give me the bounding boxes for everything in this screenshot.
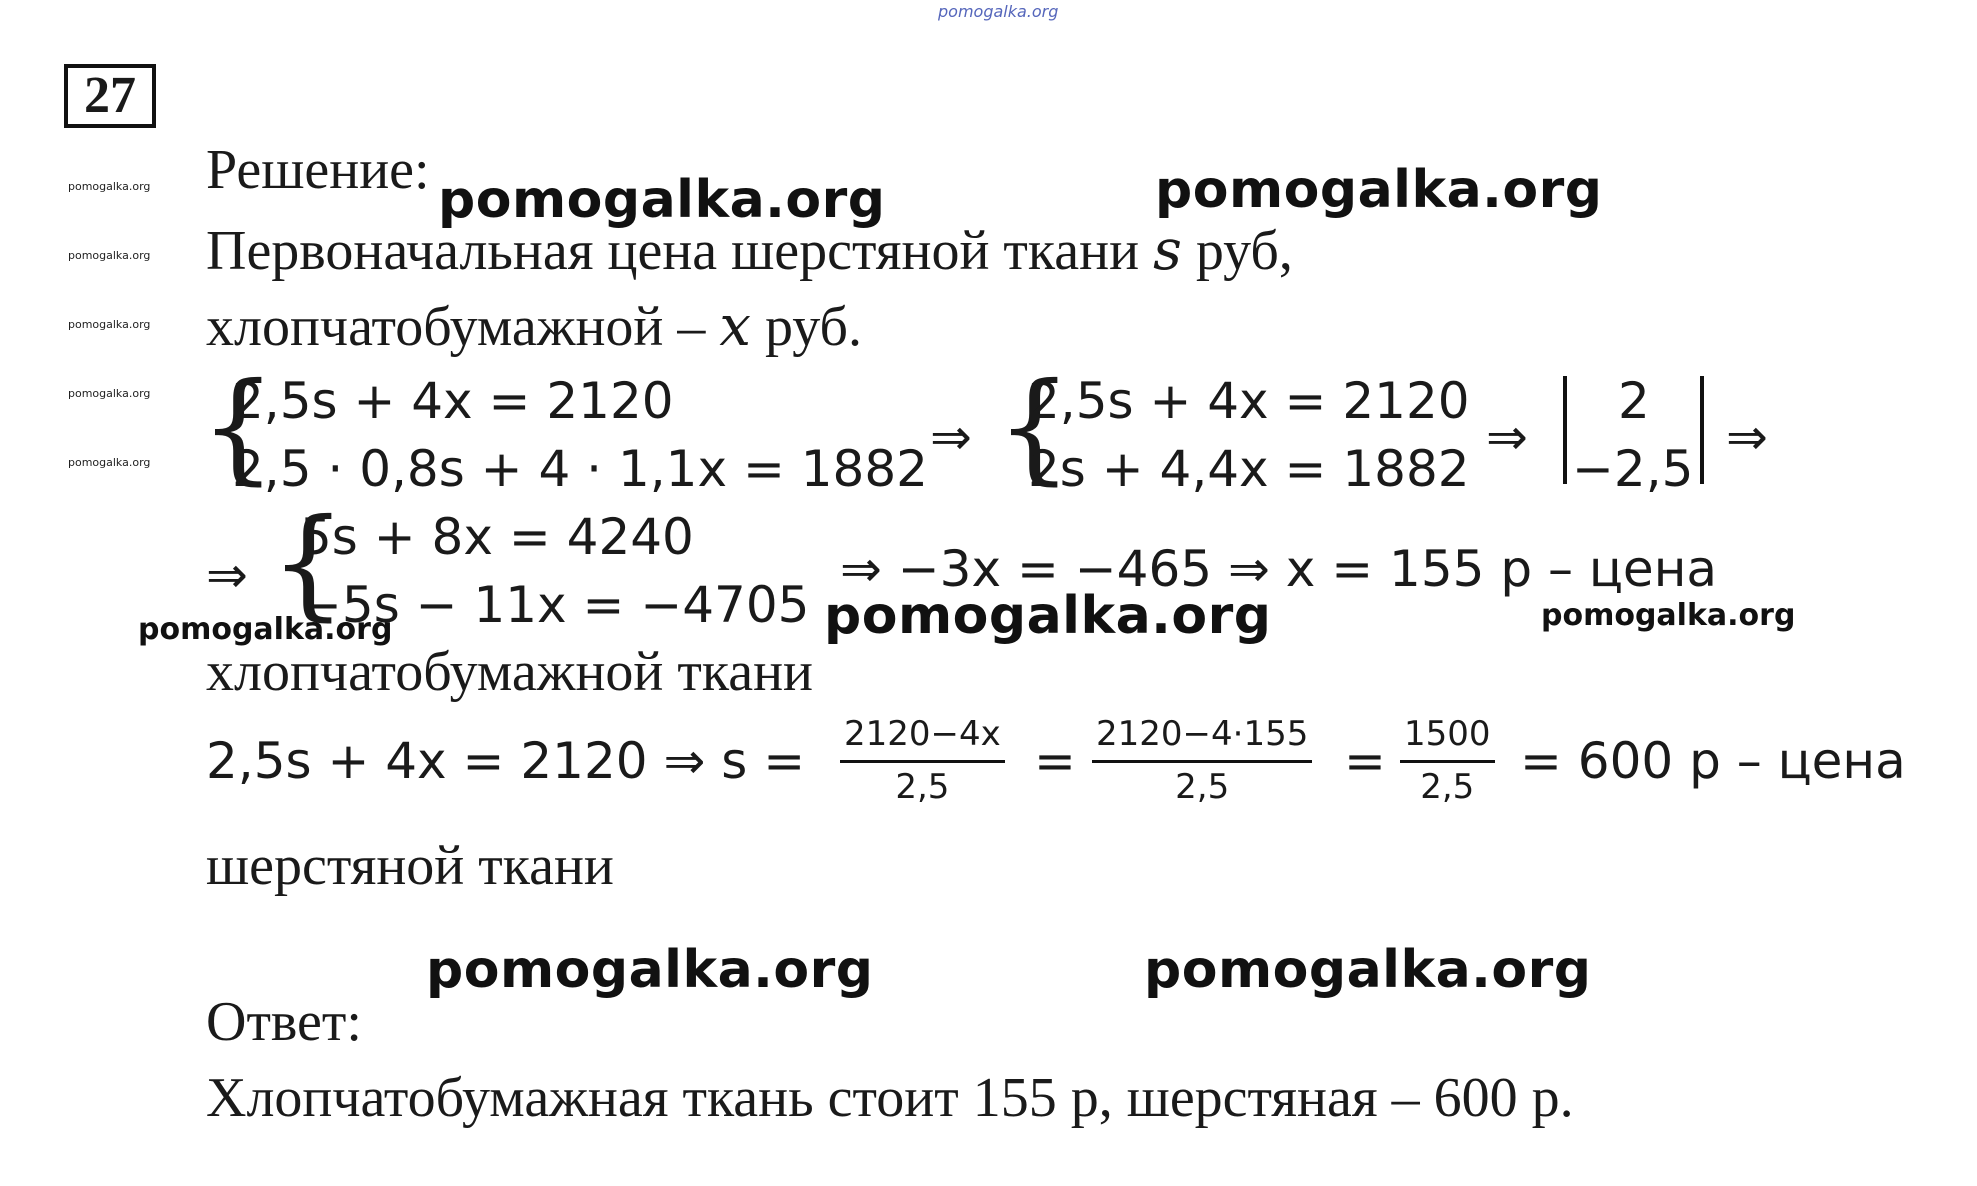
fraction-denominator: 2,5 (895, 767, 950, 807)
watermark-big: pomogalka.org (824, 586, 1272, 646)
system3-eq2: −5s − 11x = −4705 (300, 576, 810, 634)
watermark-big: pomogalka.org (438, 170, 886, 230)
implies-arrow: ⇒ (206, 546, 248, 604)
watermark-mid: pomogalka.org (1541, 598, 1796, 633)
fraction-2 (1092, 714, 1312, 807)
fraction-numerator: 2120−4·155 (1096, 714, 1309, 754)
multiplier-bar-left (1563, 376, 1567, 484)
watermark-big: pomogalka.org (1155, 160, 1603, 220)
fraction-1 (840, 714, 1005, 807)
system1-eq2: 2,5 · 0,8s + 4 · 1,1x = 1882 (232, 440, 928, 498)
watermark-top: pomogalka.org (938, 2, 1059, 21)
solution-label: Решение: (206, 139, 430, 201)
system2-eq1: 2,5s + 4x = 2120 (1028, 372, 1470, 430)
answer-text: Хлопчатобумажная ткань стоит 155 р, шерстяная – 600 р. (206, 1067, 1574, 1129)
system2-eq2: 2s + 4,4x = 1882 (1028, 440, 1470, 498)
result-x: ⇒ −3x = −465 ⇒ x = 155 р – цена (840, 540, 1718, 598)
watermark-small: pomogalka.org (68, 249, 151, 262)
system-brace: { (200, 358, 277, 497)
equals-sign: = (1344, 732, 1386, 790)
answer-label: Ответ: (206, 991, 362, 1053)
system-brace: { (996, 358, 1073, 497)
intro-text: руб, (1181, 220, 1293, 282)
s-calc-lhs: 2,5s + 4x = 2120 ⇒ s = (206, 732, 806, 790)
multiplier-top: 2 (1618, 372, 1650, 430)
watermark-big: pomogalka.org (426, 940, 874, 1000)
fraction-denominator: 2,5 (1420, 767, 1475, 807)
watermark-big: pomogalka.org (1144, 940, 1592, 1000)
variable-s: s (1153, 218, 1182, 283)
watermark-small: pomogalka.org (68, 456, 151, 469)
fraction-bar (840, 760, 1005, 763)
watermark-small: pomogalka.org (68, 180, 151, 193)
fraction-bar (1092, 760, 1312, 763)
fraction-3 (1400, 714, 1495, 807)
variable-x: x (719, 294, 751, 359)
watermark-small: pomogalka.org (68, 318, 151, 331)
s-result: = 600 р – цена (1520, 732, 1906, 790)
fraction-denominator: 2,5 (1175, 767, 1230, 807)
system-brace: { (270, 494, 347, 633)
s-result-cont: шерстяной ткани (206, 835, 614, 897)
multiplier-bar-right (1700, 376, 1704, 484)
intro-text: руб. (750, 296, 862, 358)
watermark-mid: pomogalka.org (138, 612, 393, 647)
watermark-small: pomogalka.org (68, 387, 151, 400)
implies-arrow: ⇒ (1726, 408, 1768, 466)
intro-line-2 (206, 294, 862, 359)
implies-arrow: ⇒ (1486, 408, 1528, 466)
multiplier-bottom: −2,5 (1572, 440, 1694, 498)
implies-arrow: ⇒ (930, 408, 972, 466)
fraction-numerator: 2120−4x (844, 714, 1001, 754)
intro-text: Первоначальная цена шерстяной ткани (206, 220, 1154, 282)
fraction-bar (1400, 760, 1495, 763)
system1-eq1: 2,5s + 4x = 2120 (232, 372, 674, 430)
result-x-cont: хлопчатобумажной ткани (206, 641, 814, 703)
intro-text: хлопчатобумажной – (206, 296, 720, 358)
system3-eq1: 5s + 8x = 4240 (300, 508, 694, 566)
equals-sign: = (1034, 732, 1076, 790)
fraction-numerator: 1500 (1404, 714, 1491, 754)
problem-number: 27 (64, 64, 156, 128)
